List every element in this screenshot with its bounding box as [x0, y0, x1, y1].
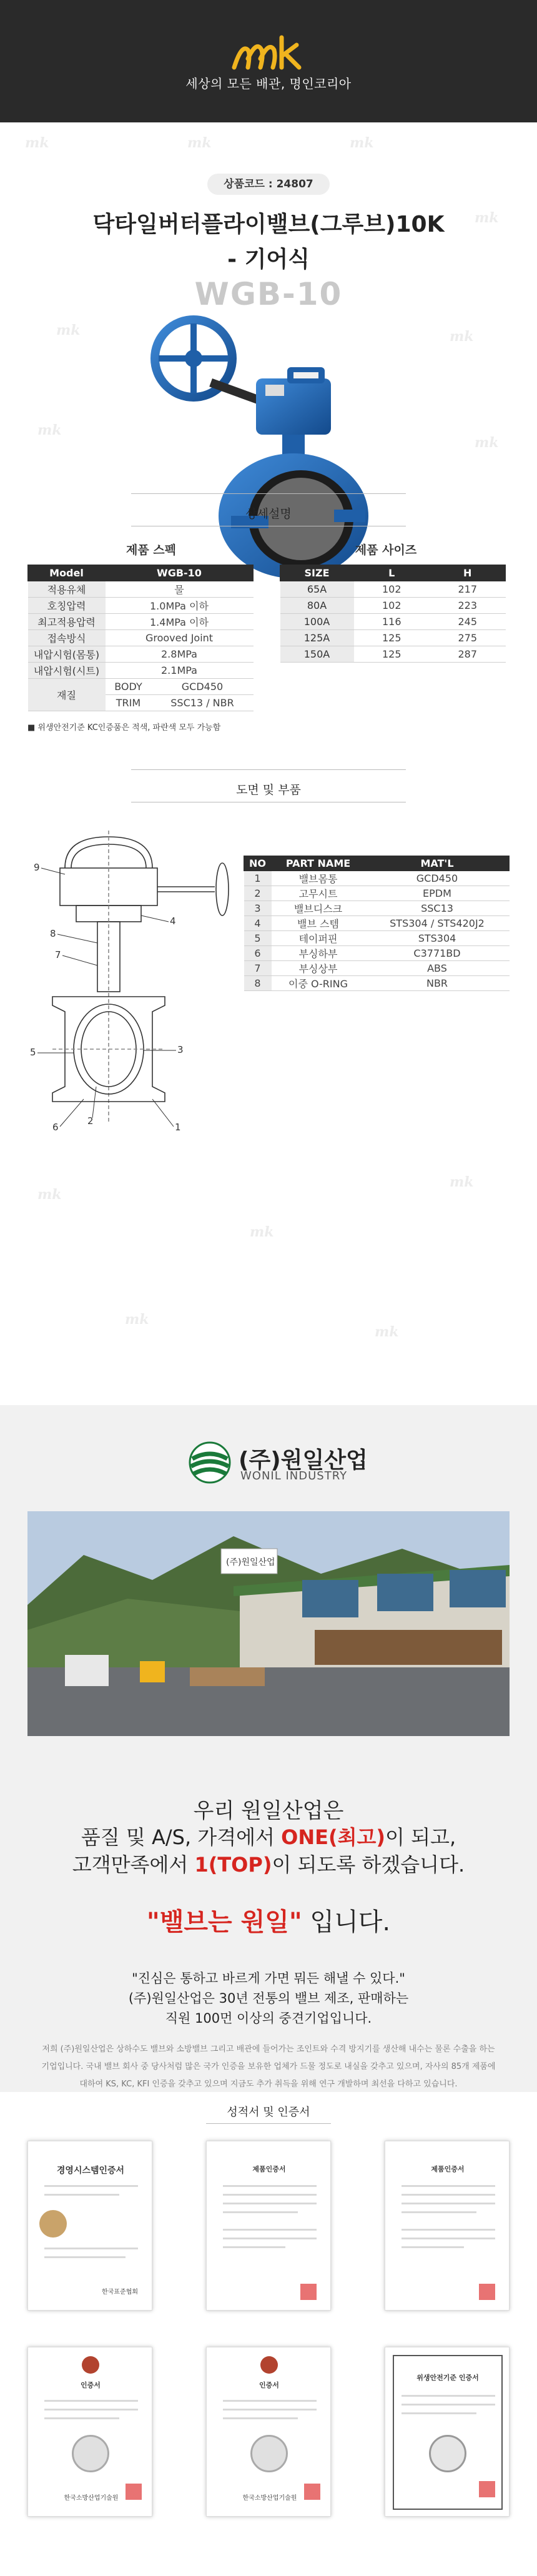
text-line	[402, 2238, 495, 2239]
red-stamp-icon	[479, 2284, 495, 2300]
text-line	[44, 2194, 119, 2196]
text-span: 이 되도록 하겠습니다.	[272, 1853, 465, 1877]
quote-line: "진심은 통하고 바르게 가면 뭐든 해낼 수 있다."	[132, 1971, 405, 1986]
text-span: 이 되고,	[385, 1825, 456, 1849]
callout-label: 8	[50, 928, 56, 939]
parts-cell: EPDM	[365, 886, 510, 901]
red-stamp-icon	[304, 2484, 320, 2500]
seal-icon	[250, 2435, 288, 2472]
watermark: mk	[375, 1324, 399, 1340]
text-span: 품질 및 A/S, 가격에서	[81, 1825, 282, 1849]
red-stamp-icon	[126, 2484, 142, 2500]
kc-note: ■ 위생안전기준 KC인증품은 적색, 파란색 모두 가능함	[27, 723, 221, 733]
text-line	[223, 2246, 285, 2248]
seal-icon	[72, 2435, 109, 2472]
parts-cell: 2	[244, 886, 272, 901]
parts-cell: 6	[244, 946, 272, 961]
size-cell: 245	[430, 614, 506, 630]
certificate-card	[27, 2347, 152, 2517]
factory-photo	[27, 1511, 510, 1736]
watermark: mk	[125, 1311, 149, 1328]
table-row	[28, 581, 254, 598]
text-line	[223, 2417, 298, 2419]
motto-highlight: "밸브는 원일"	[146, 1908, 302, 1937]
size-cell: 217	[430, 581, 506, 598]
text-line	[402, 2185, 495, 2187]
company-quote	[0, 1968, 537, 2028]
company-name: (주)원일산업	[239, 1448, 368, 1473]
product-code-badge: 상품코드 : 24807	[207, 174, 330, 195]
text-line	[44, 2248, 138, 2249]
certificate-card	[385, 2347, 510, 2517]
gold-seal-icon	[39, 2210, 67, 2238]
section-divider	[131, 493, 406, 494]
parts-cell: 5	[244, 931, 272, 946]
callout-label: 9	[34, 862, 40, 873]
section-divider	[131, 769, 406, 770]
spec-value: 물	[106, 581, 254, 598]
parts-cell: NBR	[365, 976, 510, 991]
text-line	[223, 2185, 317, 2187]
certificate-org: 한국소방산업기술원	[64, 2495, 119, 2502]
size-header: H	[430, 565, 506, 581]
seal-icon	[429, 2435, 466, 2472]
text-span: 입니다.	[302, 1908, 391, 1937]
table-row	[28, 663, 254, 679]
product-title-line2: - 기어식	[227, 247, 310, 272]
text-line	[402, 2194, 495, 2196]
spec-label: 최고적용압력	[28, 614, 106, 630]
watermark: mk	[37, 1187, 62, 1203]
spec-label: 내압시험(몸통)	[28, 646, 106, 663]
table-row	[244, 901, 510, 916]
size-cell: 275	[430, 630, 506, 646]
text-line	[402, 2246, 464, 2248]
spec-header-model: Model	[28, 565, 106, 581]
parts-header: MAT'L	[365, 856, 510, 871]
certificate-title: 경영시스템인증서	[56, 2166, 125, 2176]
certificates-section-title: 성적서 및 인증서	[227, 2106, 310, 2119]
highlight-top: 1(TOP)	[194, 1853, 272, 1877]
parts-cell: 이중 O-RING	[272, 976, 365, 991]
valve-technical-drawing	[27, 824, 240, 1130]
watermark: mk	[250, 1224, 274, 1240]
parts-cell: GCD450	[365, 871, 510, 886]
spec-value: 2.8MPa	[106, 646, 254, 663]
table-row	[280, 581, 506, 598]
mk-logo	[229, 31, 308, 75]
table-row	[28, 598, 254, 614]
desc-line: 대하여 KS, KC, KFI 인증을 갖추고 있으며 지금도 추가 취득을 위해 연구 개발하며 최선을 다하고 있습니다.	[79, 2080, 458, 2089]
size-cell: 100A	[280, 614, 354, 630]
size-cell: 125A	[280, 630, 354, 646]
text-line	[402, 2404, 495, 2406]
table-row	[244, 916, 510, 931]
size-header: SIZE	[280, 565, 354, 581]
spec-value: 1.0MPa 이하	[106, 598, 254, 614]
size-cell: 223	[430, 598, 506, 614]
table-row	[280, 630, 506, 646]
product-hero	[0, 122, 537, 485]
table-header-row	[28, 565, 254, 581]
spec-value: 1.4MPa 이하	[106, 614, 254, 630]
company-description	[27, 2041, 510, 2093]
brand-header	[0, 0, 537, 122]
certificate-title: 인증서	[259, 2381, 279, 2389]
callout-label: 6	[52, 1122, 59, 1130]
watermark: mk	[475, 210, 499, 226]
text-line	[223, 2238, 317, 2239]
table-row	[280, 598, 506, 614]
size-title: 제품 사이즈	[355, 543, 417, 557]
callout-label: 1	[175, 1122, 181, 1130]
section-divider	[206, 2123, 331, 2124]
text-line	[402, 2211, 476, 2213]
product-model: WGB-10	[194, 276, 343, 312]
watermark: mk	[25, 135, 49, 151]
company-intro-line2b	[0, 1851, 537, 1878]
size-cell: 102	[354, 581, 430, 598]
parts-cell: 1	[244, 871, 272, 886]
size-table	[280, 565, 506, 663]
spec-label: 호칭압력	[28, 598, 106, 614]
spec-label: 내압시험(시트)	[28, 663, 106, 679]
desc-line: 기업입니다. 국내 밸브 회사 중 당사처럼 많은 국가 인증을 보유한 업체가 드물 정도로 내실을 갖추고 있으며, 자사의 85개 제품에	[41, 2062, 496, 2071]
table-row	[244, 886, 510, 901]
size-cell: 65A	[280, 581, 354, 598]
certificate-card	[27, 2141, 152, 2311]
watermark: mk	[475, 435, 499, 451]
company-intro-section	[0, 1405, 537, 2092]
text-line	[223, 2229, 317, 2231]
table-row	[28, 630, 254, 646]
company-intro-line2	[0, 1823, 537, 1878]
certificate-org: 한국소방산업기술원	[242, 2495, 297, 2502]
text-line	[223, 2203, 317, 2204]
certificate-title: 제품인증서	[252, 2165, 286, 2173]
emblem-icon	[260, 2356, 278, 2374]
parts-cell: ABS	[365, 961, 510, 976]
text-line	[223, 2211, 298, 2213]
watermark: mk	[37, 422, 62, 438]
text-line	[223, 2194, 317, 2196]
size-cell: 287	[430, 646, 506, 663]
parts-cell: 7	[244, 961, 272, 976]
spec-value: GCD450	[152, 679, 254, 695]
spec-title: 제품 스펙	[126, 543, 177, 557]
parts-cell: 부싱상부	[272, 961, 365, 976]
certificate-card	[206, 2141, 331, 2311]
desc-line: 저희 (주)원일산업은 상하수도 밸브와 소방밸브 그리고 배관에 들어가는 조인트와 수격 방지기를 생산해 내수는 물론 수출을 하는	[42, 2045, 495, 2054]
parts-cell: SSC13	[365, 901, 510, 916]
text-line	[44, 2185, 138, 2187]
building-sign-text: (주)원일산업	[226, 1557, 275, 1567]
parts-cell: 8	[244, 976, 272, 991]
table-header-row	[244, 856, 510, 871]
callout-label: 2	[87, 1115, 94, 1127]
spec-value: 2.1MPa	[106, 663, 254, 679]
spec-sublabel: BODY	[106, 679, 152, 695]
text-line	[223, 2400, 317, 2402]
parts-cell: 4	[244, 916, 272, 931]
text-span: 고객만족에서	[72, 1853, 195, 1877]
parts-header: NO	[244, 856, 272, 871]
watermark: mk	[56, 322, 81, 338]
text-line	[223, 2409, 317, 2411]
company-motto	[0, 1902, 537, 1938]
table-row	[244, 931, 510, 946]
table-row	[244, 946, 510, 961]
watermark: mk	[187, 135, 212, 151]
parts-cell: 밸브 스템	[272, 916, 365, 931]
text-line	[402, 2229, 495, 2231]
certificate-card	[385, 2141, 510, 2311]
text-line	[44, 2409, 138, 2411]
callout-label: 5	[30, 1047, 36, 1058]
text-line	[402, 2395, 495, 2397]
text-line	[44, 2417, 119, 2419]
table-row	[280, 646, 506, 663]
company-intro-line2a	[0, 1823, 537, 1851]
spec-label: 적용유체	[28, 581, 106, 598]
brand-slogan: 세상의 모든 배관, 명인코리아	[185, 76, 352, 91]
text-line	[44, 2400, 138, 2402]
wonil-logo-icon	[187, 1440, 232, 1485]
detail-section-title: 상세설명	[245, 507, 292, 521]
parts-table	[244, 856, 510, 991]
text-line	[44, 2256, 126, 2258]
size-cell: 80A	[280, 598, 354, 614]
callout-label: 4	[170, 915, 176, 927]
spec-header-value: WGB-10	[106, 565, 254, 581]
parts-header: PART NAME	[272, 856, 365, 871]
size-cell: 116	[354, 614, 430, 630]
text-line	[402, 2412, 476, 2414]
certificate-org: 한국표준협회	[102, 2289, 138, 2296]
table-row	[28, 614, 254, 630]
parts-cell: STS304	[365, 931, 510, 946]
spec-sublabel: TRIM	[106, 695, 152, 711]
parts-cell: 테이퍼핀	[272, 931, 365, 946]
spec-value: SSC13 / NBR	[152, 695, 254, 711]
size-cell: 125	[354, 646, 430, 663]
red-stamp-icon	[300, 2284, 317, 2300]
callout-label: 7	[55, 949, 61, 960]
product-title	[0, 207, 537, 277]
drawing-section-title: 도면 및 부품	[236, 783, 301, 797]
spec-value: Grooved Joint	[106, 630, 254, 646]
quote-line: 직원 100먼 이상의 중견기업입니다.	[165, 2011, 372, 2026]
table-row	[28, 679, 254, 695]
spec-table	[27, 565, 254, 711]
table-row	[28, 646, 254, 663]
parts-cell: 3	[244, 901, 272, 916]
spec-label: 재질	[28, 679, 106, 711]
table-header-row	[280, 565, 506, 581]
emblem-icon	[82, 2356, 99, 2374]
parts-cell: 밸브몸통	[272, 871, 365, 886]
parts-cell: C3771BD	[365, 946, 510, 961]
text-line	[402, 2203, 495, 2204]
table-row	[280, 614, 506, 630]
certificate-title: 제품인증서	[431, 2165, 465, 2173]
highlight-one: ONE(최고)	[281, 1825, 386, 1849]
company-intro-line1: 우리 원일산업은	[193, 1799, 344, 1823]
table-row	[244, 976, 510, 991]
certificate-title: 위생안전기준 인증서	[416, 2374, 479, 2382]
parts-cell: 밸브디스크	[272, 901, 365, 916]
size-cell: 102	[354, 598, 430, 614]
table-row	[244, 871, 510, 886]
company-name-en: WONIL INDUSTRY	[240, 1469, 348, 1483]
parts-cell: STS304 / STS420J2	[365, 916, 510, 931]
size-header: L	[354, 565, 430, 581]
parts-cell: 고무시트	[272, 886, 365, 901]
watermark: mk	[350, 135, 374, 151]
quote-line: (주)원일산업은 30년 전통의 밸브 제조, 판매하는	[128, 1991, 409, 2006]
watermark: mk	[450, 1174, 474, 1190]
callout-label: 3	[177, 1044, 184, 1055]
parts-cell: 부싱하부	[272, 946, 365, 961]
table-row	[244, 961, 510, 976]
certificate-card	[206, 2347, 331, 2517]
watermark: mk	[450, 328, 474, 345]
size-cell: 150A	[280, 646, 354, 663]
size-cell: 125	[354, 630, 430, 646]
spec-label: 접속방식	[28, 630, 106, 646]
product-title-line1: 닥타일버터플라이밸브(그루브)10K	[92, 212, 445, 237]
red-stamp-icon	[479, 2481, 495, 2497]
certificate-title: 인증서	[81, 2381, 101, 2389]
